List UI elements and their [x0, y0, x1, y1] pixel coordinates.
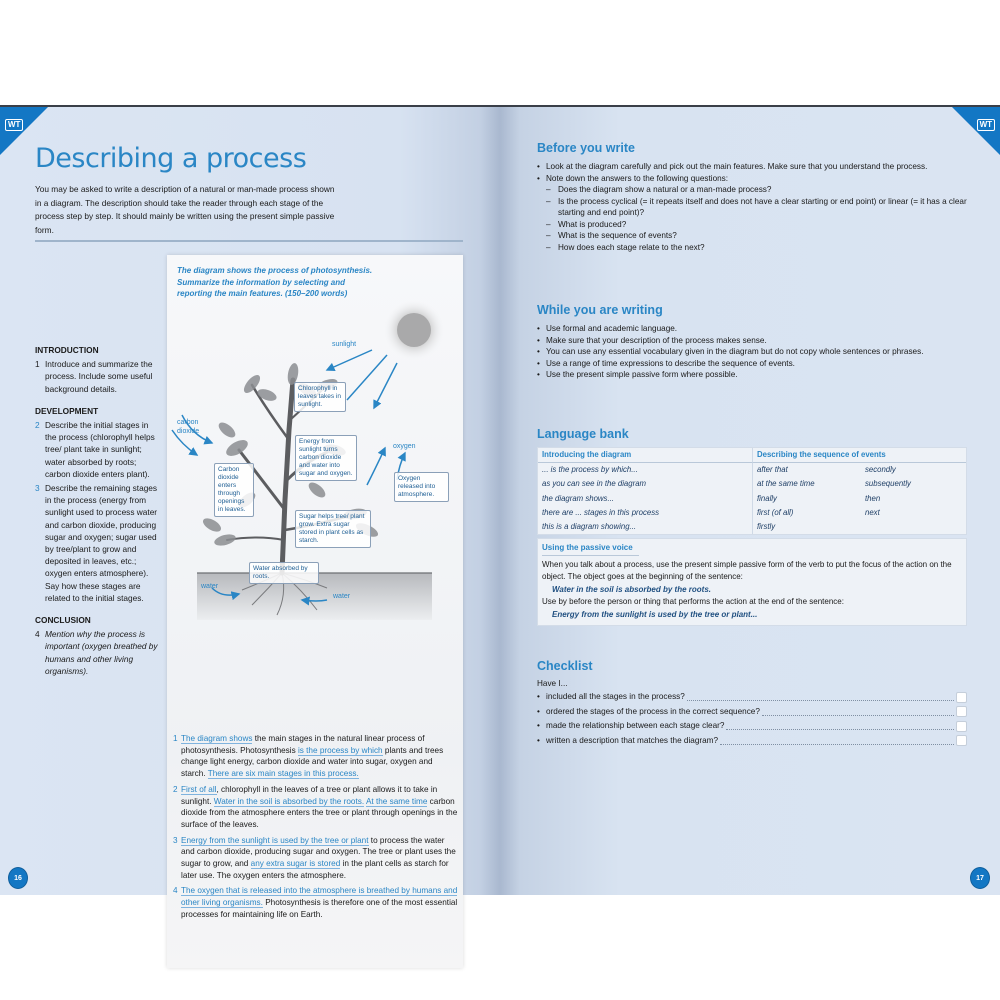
box-carbon-dioxide: Carbon dioxide enters through openings in leaves. — [214, 463, 254, 517]
heading-while-writing: While you are writing — [537, 303, 663, 317]
sidebar-item: 3 Describe the remaining stages in the process (energy from sunlight used to process water and carbon dioxide, producing sugar and oxygen; sugar used by tree/plant to grow and deposited in leaves, etc.; oxygen enters atmosphere). Say how these stages are related to the initial stages. — [35, 483, 158, 603]
heading-language-bank: Language bank — [537, 427, 629, 441]
answer-paragraph-1: 1 The diagram shows the main stages in the natural linear process of photosynthesis. Photosynthesis is the process by which plants and trees change light energy, carbon dioxide and water into sugar, oxygen and starch. There are six main stages in this process. — [173, 734, 444, 779]
model-answer-text — [173, 733, 458, 925]
checkbox[interactable] — [956, 692, 967, 703]
structure-sidebar — [35, 344, 160, 687]
sidebar-item: 2 Describe the initial stages in the process (chlorophyll helps tree/ plant take in sunlight; water absorbed by roots; carbon dioxide enters plant). — [35, 420, 155, 479]
col-heading-sequence: Describing the sequence of events — [753, 448, 966, 463]
heading-before-you-write: Before you write — [537, 141, 635, 155]
example-1: Water in the soil is absorbed by the roots. — [552, 584, 711, 594]
sidebar-item: 4 Mention why the process is important (oxygen breathed by humans and other living organisms). — [35, 629, 158, 676]
label-sunlight: sunlight — [332, 341, 357, 348]
box-oxygen: Oxygen released into atmosphere. — [394, 472, 449, 502]
answer-paragraph-4: 4 The oxygen that is released into the atmosphere is breathed by humans and other living organisms. Photosynthesis is therefore one of the most essential processes for maintaining life on Earth. — [173, 886, 458, 919]
divider — [35, 240, 463, 242]
answer-paragraph-2: 2 First of all, chlorophyll in the leaves of a tree or plant allows it to take in sunlight. Water in the soil is absorbed by the roots. At the same time carbon dioxide from the atmosphere enters the tree or plant through openings in the surface of the leaves. — [173, 784, 458, 829]
checkbox[interactable] — [956, 706, 967, 717]
heading-passive-voice: Using the passive voice — [542, 542, 639, 556]
page-number-right: 17 — [970, 867, 990, 889]
example-2: Energy from the sunlight is used by the tree or plant... — [552, 609, 758, 619]
label-water-left: water — [201, 583, 219, 590]
heading-checklist: Checklist — [537, 659, 593, 673]
while-list: • Use formal and academic language. • Make sure that your description of the process makes sense. • You can use any essential vocabulary given in the diagram but do not copy whole sentences or phrases. • Use a range of time expressions to describe the sequence of events. • Use the present simple passive form where possible. — [537, 324, 924, 379]
checkbox[interactable] — [956, 721, 967, 732]
checkbox[interactable] — [956, 735, 967, 746]
sidebar-heading-development: DEVELOPMENT — [35, 405, 99, 416]
before-you-write-section — [537, 141, 967, 253]
sidebar-heading-introduction: INTRODUCTION — [35, 345, 99, 355]
checklist-item: • included all the stages in the process? — [537, 690, 967, 705]
label-water-right: water — [333, 593, 351, 600]
checklist-item: • written a description that matches the diagram? — [537, 734, 967, 749]
answer-paragraph-3: 3 Energy from the sunlight is used by the tree or plant to process the water and carbon dioxide, producing sugar and oxygen. The tree or plant uses the sugar to grow, and any extra sugar is stored in the plant cells as starch for later use. The oxygen enters the atmosphere. — [173, 835, 456, 880]
photosynthesis-diagram — [167, 300, 463, 620]
checklist-item: • made the relationship between each stage clear? — [537, 719, 967, 734]
sidebar-item: 1 Introduce and summarize the process. Include some useful background details. — [35, 359, 153, 394]
corner-badge-right: WT — [977, 119, 995, 131]
while-you-are-writing-section — [537, 303, 967, 381]
task-prompt: The diagram shows the process of photosynthesis. Summarize the information by selecting and reporting the main features. (150–200 words) — [177, 266, 373, 298]
sidebar-heading-conclusion: CONCLUSION — [35, 615, 91, 626]
model-answer-box — [167, 255, 463, 968]
box-sugar: Sugar helps tree/ plant grow. Extra sugar stored in plant cells as starch. — [295, 510, 371, 548]
box-water: Water absorbed by roots. — [249, 562, 319, 584]
col-heading-introducing: Introducing the diagram — [538, 448, 753, 463]
language-bank-table: Introducing the diagram Describing the sequence of events ... is the process by which... after that secondly as you can see in the diagram at the same time subsequently the diagram shows... finally then there are ... stages in this process first (of all) next this is a diagram showing... firstly — [537, 447, 967, 535]
corner-badge-left: WT — [5, 119, 23, 131]
checklist-item: • ordered the stages of the process in the correct sequence? — [537, 705, 967, 720]
label-oxygen: oxygen — [393, 443, 416, 450]
before-list: • Look at the diagram carefully and pick out the main features. Make sure that you understand the process. • Note down the answers to the following questions: – Does the diagram show a natural or a man-made process? – Is the process cyclical (= it repeats itself and does not have a clear starting or end point) or linear (= it has a clear starting and end point)? – What is produced? – What is the sequence of events? – How does each stage relate to the next? — [537, 162, 967, 252]
book-spread — [0, 105, 1000, 919]
passive-voice-box: Using the passive voice When you talk about a process, use the present simple passive form of the verb to put the focus of the action on the object. The object goes at the beginning of the sentence: Water in the soil is absorbed by the roots. Use by before the person or thing that performs the action at the end of the sentence: Energy from the sunlight is used by the tree or plant... — [537, 538, 967, 626]
page-number-left: 16 — [8, 867, 28, 889]
language-bank-section — [537, 427, 967, 626]
intro-paragraph: You may be asked to write a description of a natural or man-made process shown in a diagram. The description should take the reader through each stage of the process step by step. It should mainly be written using the present simple passive form. — [35, 184, 335, 235]
checklist-section: Checklist Have I... • included all the stages in the process? • ordered the stages of the process in the correct sequence? • made the relationship between each stage clear? • written a description that matches the diagram? — [537, 659, 967, 748]
label-carbon-dioxide: carbon dioxide — [177, 419, 200, 435]
box-chlorophyll: Chlorophyll in leaves takes in sunlight. — [294, 382, 346, 412]
page-title: Describing a process — [35, 143, 307, 174]
box-energy: Energy from sunlight turns carbon dioxide and water into sugar and oxygen. — [295, 435, 357, 481]
